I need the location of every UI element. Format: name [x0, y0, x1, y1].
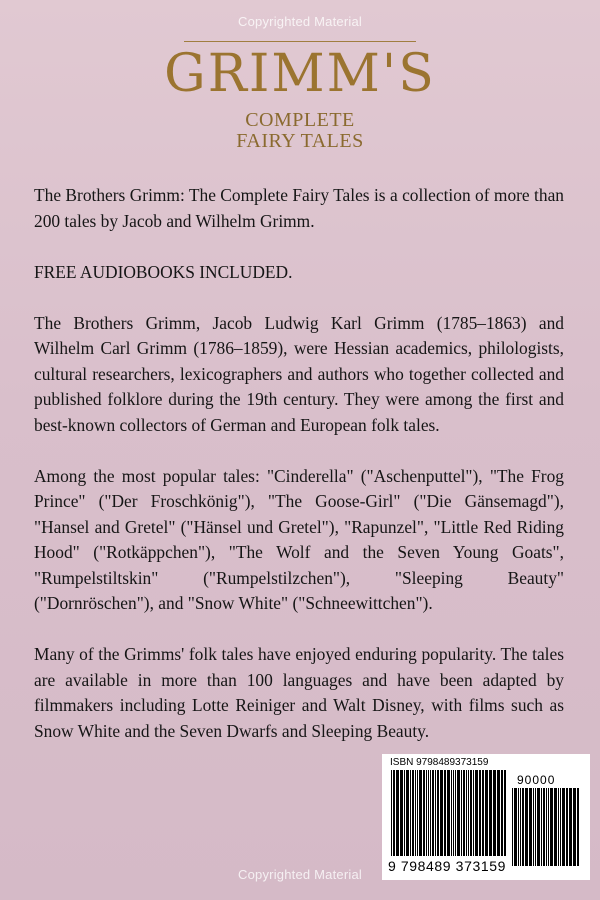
blurb-paragraph: Many of the Grimms' folk tales have enjoyed enduring popularity. The tales are available in more than 100 languages and have been adapted by filmmakers including Lotte Reiniger and Walt Disney, with films such as Snow White and the Seven Dwarfs and Sleeping Beauty.	[34, 644, 564, 741]
title-divider	[184, 41, 416, 42]
book-title: GRIMM'S	[164, 44, 436, 104]
book-subtitle-line-2: FAIRY TALES	[236, 130, 364, 152]
isbn-label: ISBN 9798489373159	[390, 757, 489, 768]
blurb-paragraph: FREE AUDIOBOOKS INCLUDED.	[34, 261, 293, 282]
copyright-watermark-top: Copyrighted Material	[238, 14, 362, 29]
isbn-barcode	[382, 754, 590, 880]
back-cover-blurb	[34, 183, 564, 744]
blurb-paragraph: Among the most popular tales: "Cinderella" ("Aschenputtel"), "The Frog Prince" ("Der Froschkönig"), "The Goose-Girl" ("Die Gänsemagd"), "Hansel and Gretel" ("Hänsel und Gretel"), "Rapunzel", "Little Red Riding Hood" ("Rotkäppchen"), "The Wolf and the Seven Young Goats", "Rumpelstiltskin" ("Rumpelstilzchen"), "Sleeping Beauty" ("Dornröschen"), and "Snow White" ("Schneewittchen").	[34, 465, 564, 613]
blurb-paragraph: The Brothers Grimm, Jacob Ludwig Karl Grimm (1785–1863) and Wilhelm Carl Grimm (1786–1859), were Hessian academics, philologists, cultural researchers, lexicographers and authors who together collected and published folklore during the 19th century. They were among the first and best-known collectors of German and European folk tales.	[34, 312, 564, 435]
title-block	[0, 41, 600, 152]
copyright-watermark-bottom: Copyrighted Material	[238, 867, 362, 882]
barcode-digits: 9 798489 373159	[388, 858, 506, 874]
price-code: 90000	[517, 773, 556, 787]
book-subtitle-line-1: COMPLETE	[245, 109, 355, 131]
blurb-paragraph: The Brothers Grimm: The Complete Fairy Tales is a collection of more than 200 tales by Jacob and Wilhelm Grimm.	[34, 185, 564, 231]
